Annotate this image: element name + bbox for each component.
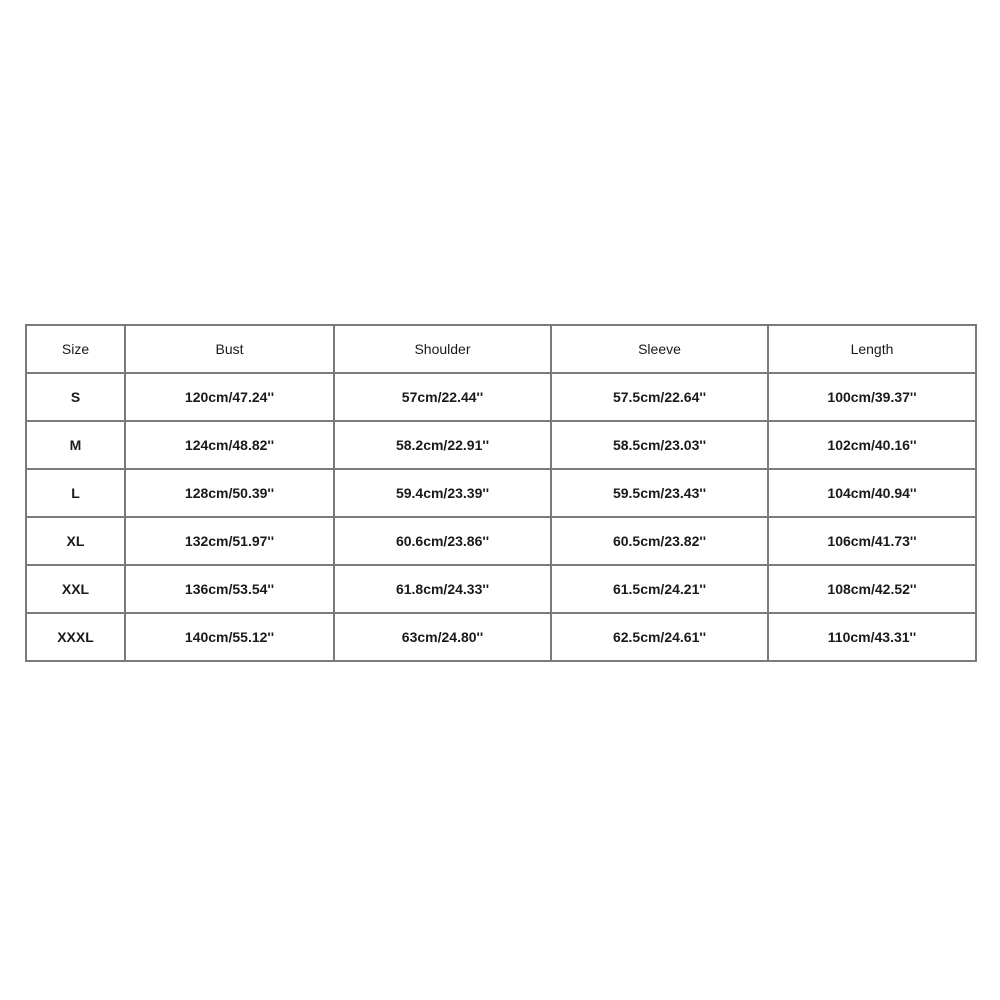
cell-shoulder: 61.8cm/24.33'': [334, 565, 551, 613]
header-length: Length: [768, 325, 976, 373]
cell-length: 102cm/40.16'': [768, 421, 976, 469]
cell-shoulder: 58.2cm/22.91'': [334, 421, 551, 469]
table-row: [26, 469, 976, 517]
cell-size: XL: [26, 517, 125, 565]
header-size: Size: [26, 325, 125, 373]
header-sleeve: Sleeve: [551, 325, 768, 373]
cell-sleeve: 57.5cm/22.64'': [551, 373, 768, 421]
cell-size: XXL: [26, 565, 125, 613]
cell-sleeve: 61.5cm/24.21'': [551, 565, 768, 613]
cell-length: 108cm/42.52'': [768, 565, 976, 613]
table-row: [26, 517, 976, 565]
cell-shoulder: 57cm/22.44'': [334, 373, 551, 421]
cell-bust: 120cm/47.24'': [125, 373, 334, 421]
cell-bust: 140cm/55.12'': [125, 613, 334, 661]
table-row: [26, 565, 976, 613]
cell-length: 100cm/39.37'': [768, 373, 976, 421]
table-row: [26, 421, 976, 469]
cell-length: 104cm/40.94'': [768, 469, 976, 517]
cell-sleeve: 58.5cm/23.03'': [551, 421, 768, 469]
cell-length: 110cm/43.31'': [768, 613, 976, 661]
header-shoulder: Shoulder: [334, 325, 551, 373]
cell-shoulder: 59.4cm/23.39'': [334, 469, 551, 517]
cell-bust: 132cm/51.97'': [125, 517, 334, 565]
table-row: [26, 373, 976, 421]
cell-shoulder: 63cm/24.80'': [334, 613, 551, 661]
cell-bust: 124cm/48.82'': [125, 421, 334, 469]
size-chart-table: [25, 324, 977, 662]
cell-size: S: [26, 373, 125, 421]
cell-bust: 136cm/53.54'': [125, 565, 334, 613]
cell-shoulder: 60.6cm/23.86'': [334, 517, 551, 565]
header-bust: Bust: [125, 325, 334, 373]
cell-sleeve: 62.5cm/24.61'': [551, 613, 768, 661]
header-row: [26, 325, 976, 373]
cell-length: 106cm/41.73'': [768, 517, 976, 565]
cell-bust: 128cm/50.39'': [125, 469, 334, 517]
cell-size: M: [26, 421, 125, 469]
cell-size: XXXL: [26, 613, 125, 661]
cell-sleeve: 60.5cm/23.82'': [551, 517, 768, 565]
cell-size: L: [26, 469, 125, 517]
cell-sleeve: 59.5cm/23.43'': [551, 469, 768, 517]
table-row: [26, 613, 976, 661]
